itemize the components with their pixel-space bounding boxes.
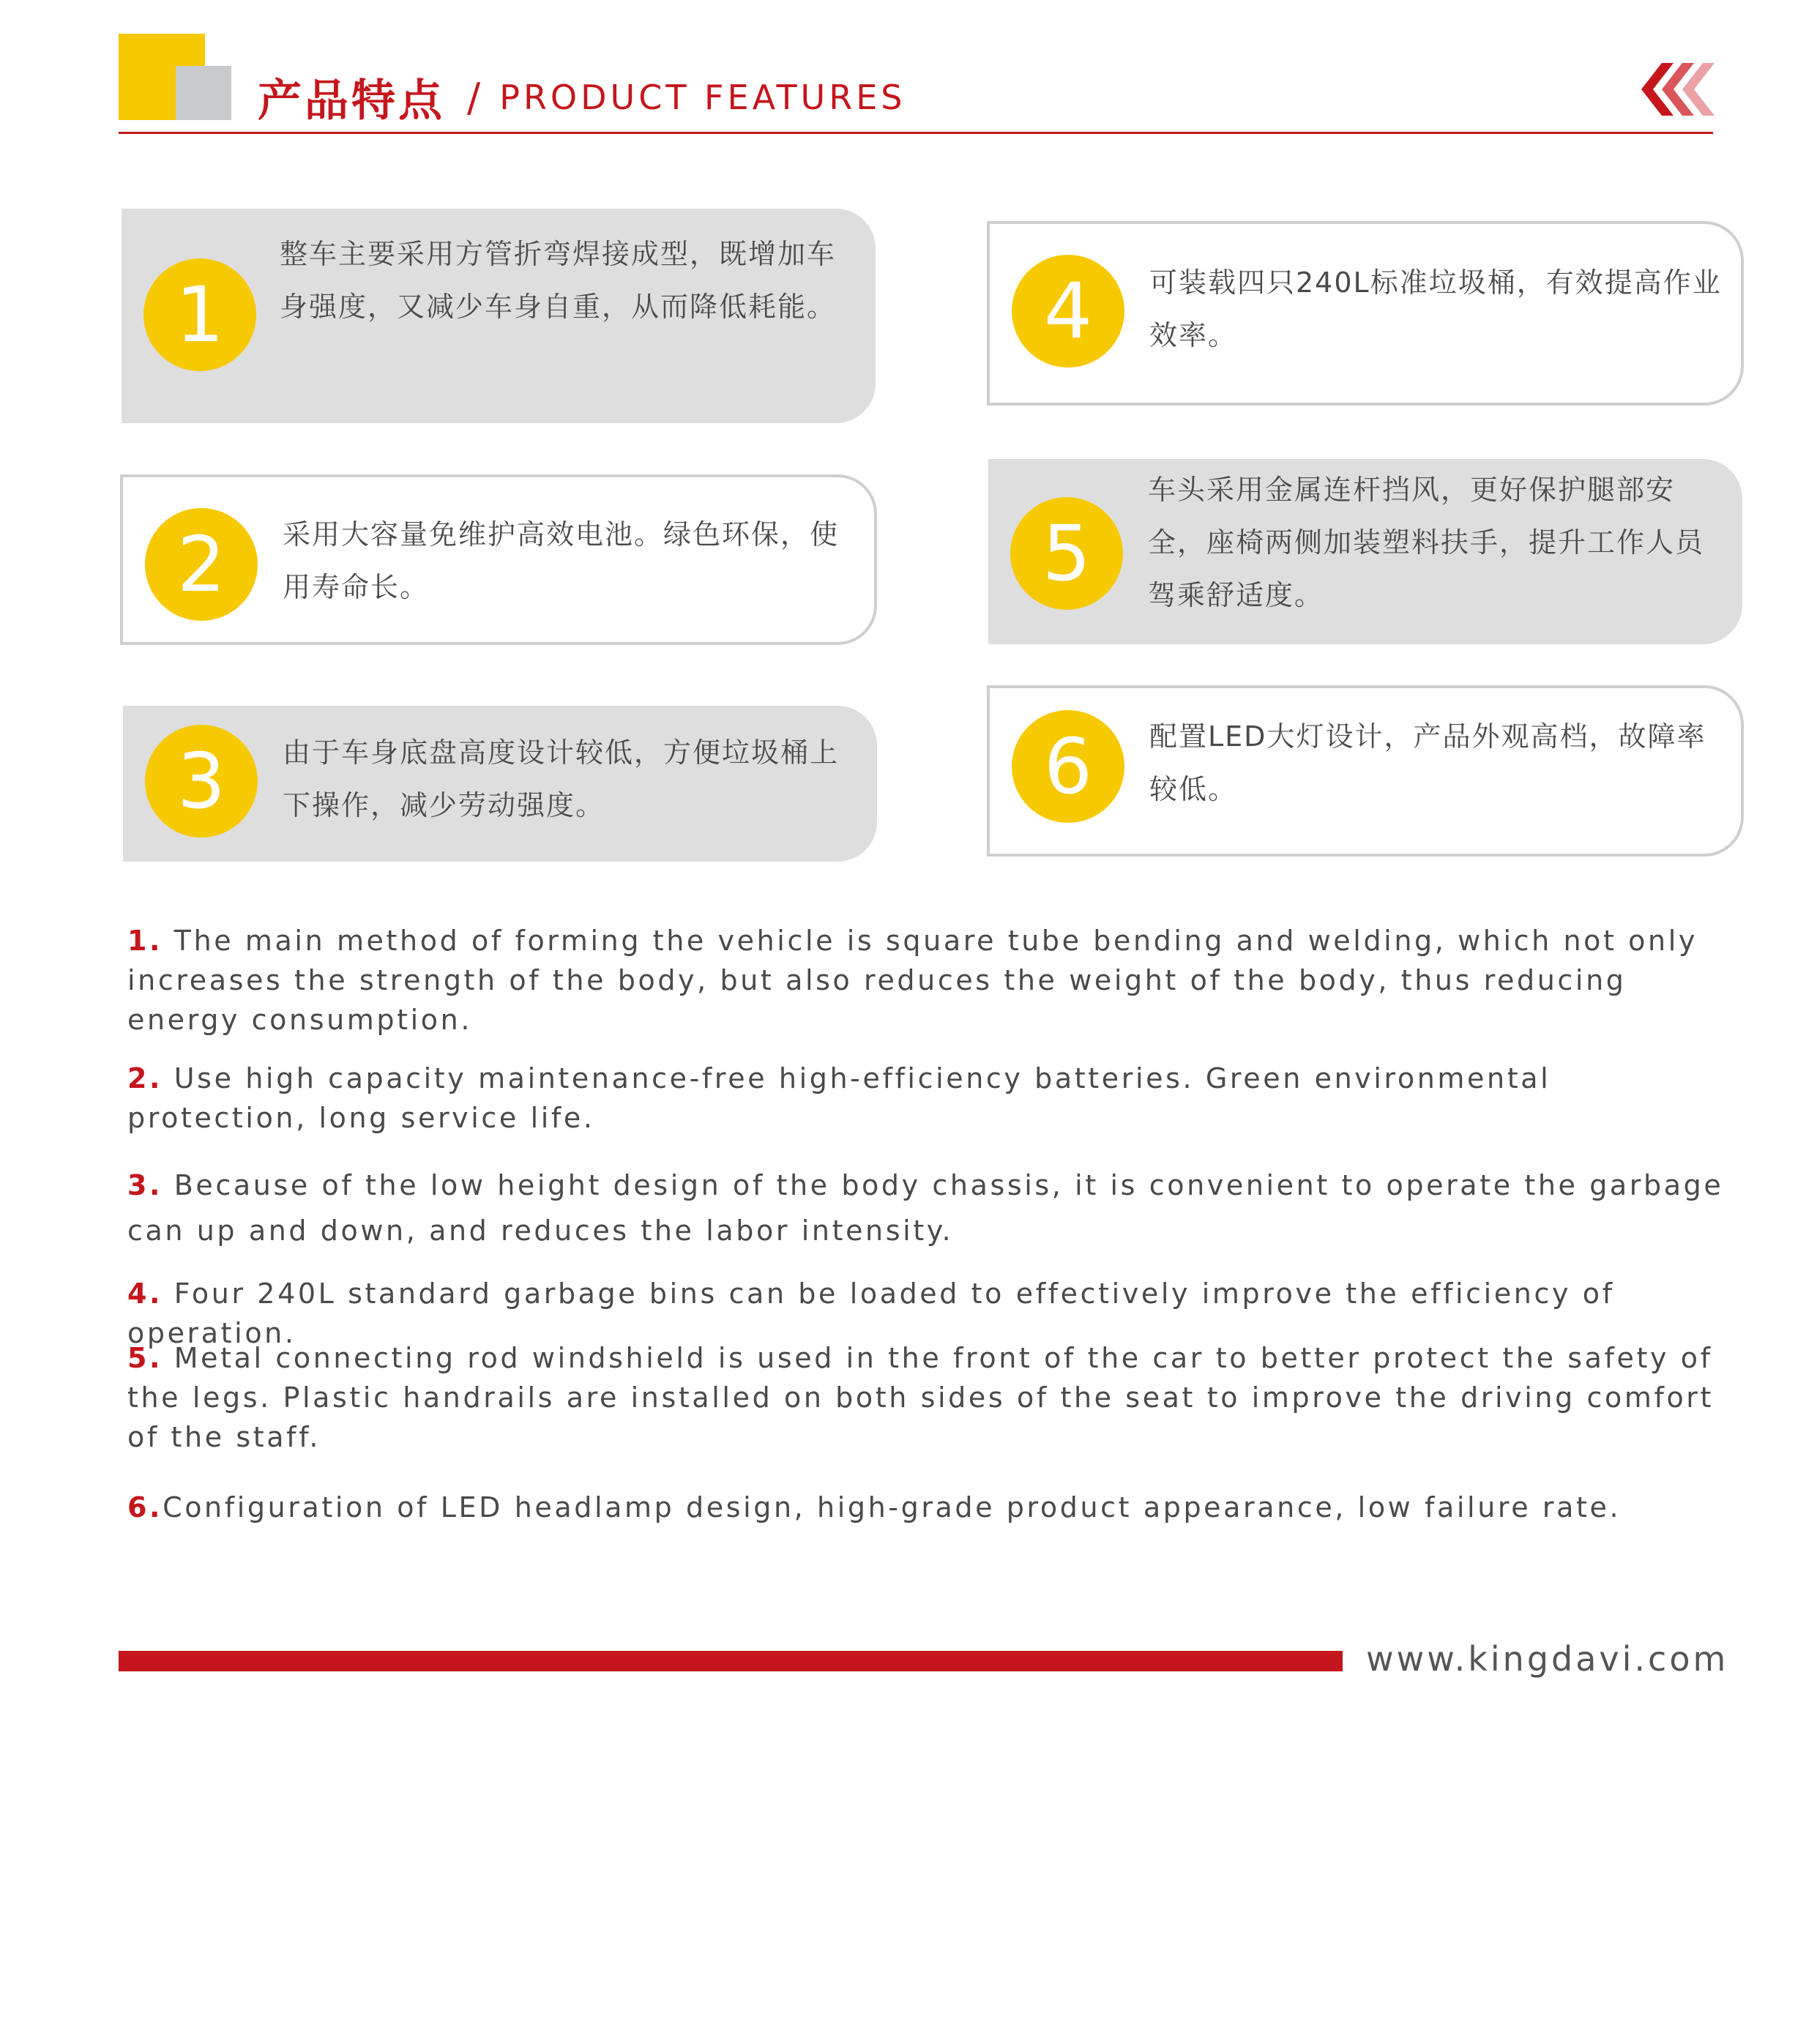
english-text-4: Four 240L standard garbage bins can be loaded to effectively improve the efficiency of operation. (127, 1278, 1615, 1349)
english-text-6: Configuration of LED headlamp design, high-grade product appearance, low failure rate. (163, 1491, 1622, 1523)
triple-chevron-left-icon (1640, 63, 1720, 116)
feature-number-2: 2 (145, 508, 258, 621)
feature-text-2: 采用大容量免维护高效电池。绿色环保，使用寿命长。 (283, 518, 840, 603)
feature-card-2 (120, 474, 877, 645)
feature-text-4: 可装载四只240L标准垃圾桶，有效提高作业效率。 (1149, 266, 1722, 351)
feature-text-3: 由于车身底盘高度设计较低，方便垃圾桶上下操作，减少劳动强度。 (283, 736, 840, 821)
english-text-1: The main method of forming the vehicle is square tube bending and welding, which not only increases the strength of the body, but also reduces the weight of the body, thus reducing energy consumption. (127, 925, 1698, 1036)
english-number-1: 1. (127, 925, 163, 957)
english-text-3: Because of the low height design of the body chassis, it is convenient to operate the garbage can up and down, and reduces the labor intensity. (127, 1169, 1724, 1247)
page-title-en: PRODUCT FEATURES (499, 78, 906, 117)
english-number-3: 3. (127, 1169, 163, 1201)
english-item-3 (127, 1163, 1738, 1253)
title-separator: / (467, 74, 481, 121)
feature-number-3: 3 (145, 725, 258, 838)
english-item-1 (127, 921, 1738, 1040)
english-item-6 (127, 1488, 1738, 1527)
english-number-2: 2. (127, 1062, 163, 1094)
feature-text-5: 车头采用金属连杆挡风，更好保护腿部安全，座椅两侧加装塑料扶手，提升工作人员驾乘舒适度。 (1148, 474, 1705, 611)
feature-card-5 (988, 459, 1742, 644)
english-number-6: 6. (127, 1491, 163, 1523)
english-item-2 (127, 1059, 1738, 1138)
footer-bar (119, 1651, 1343, 1671)
feature-card-3 (123, 706, 877, 862)
feature-number-5: 5 (1010, 497, 1123, 610)
english-number-5: 5. (127, 1342, 163, 1374)
feature-number-6: 6 (1012, 710, 1124, 823)
feature-card-6 (987, 685, 1744, 857)
feature-text-6: 配置LED大灯设计，产品外观高档，故障率较低。 (1149, 720, 1706, 805)
english-text-2: Use high capacity maintenance-free high-efficiency batteries. Green environmental protection, long service life. (127, 1062, 1551, 1134)
header-rule (119, 132, 1713, 134)
english-text-5: Metal connecting rod windshield is used in the front of the car to better protect the safety of the legs. Plastic handrails are installed on both sides of the seat to improve the driving comfort of the staff. (127, 1342, 1715, 1453)
feature-card-4 (987, 221, 1744, 406)
english-number-4: 4. (127, 1278, 163, 1310)
english-item-5 (127, 1338, 1738, 1457)
feature-text-1: 整车主要采用方管折弯焊接成型，既增加车身强度，又减少车身自重，从而降低耗能。 (280, 238, 837, 323)
feature-number-4: 4 (1012, 255, 1124, 368)
header-gray-block (176, 66, 231, 120)
page-title (258, 64, 906, 130)
footer-website-link[interactable]: www.kingdavi.com (1366, 1639, 1729, 1679)
page-title-cn: 产品特点 (258, 75, 445, 127)
feature-number-1: 1 (143, 258, 256, 371)
feature-card-1 (122, 209, 876, 423)
